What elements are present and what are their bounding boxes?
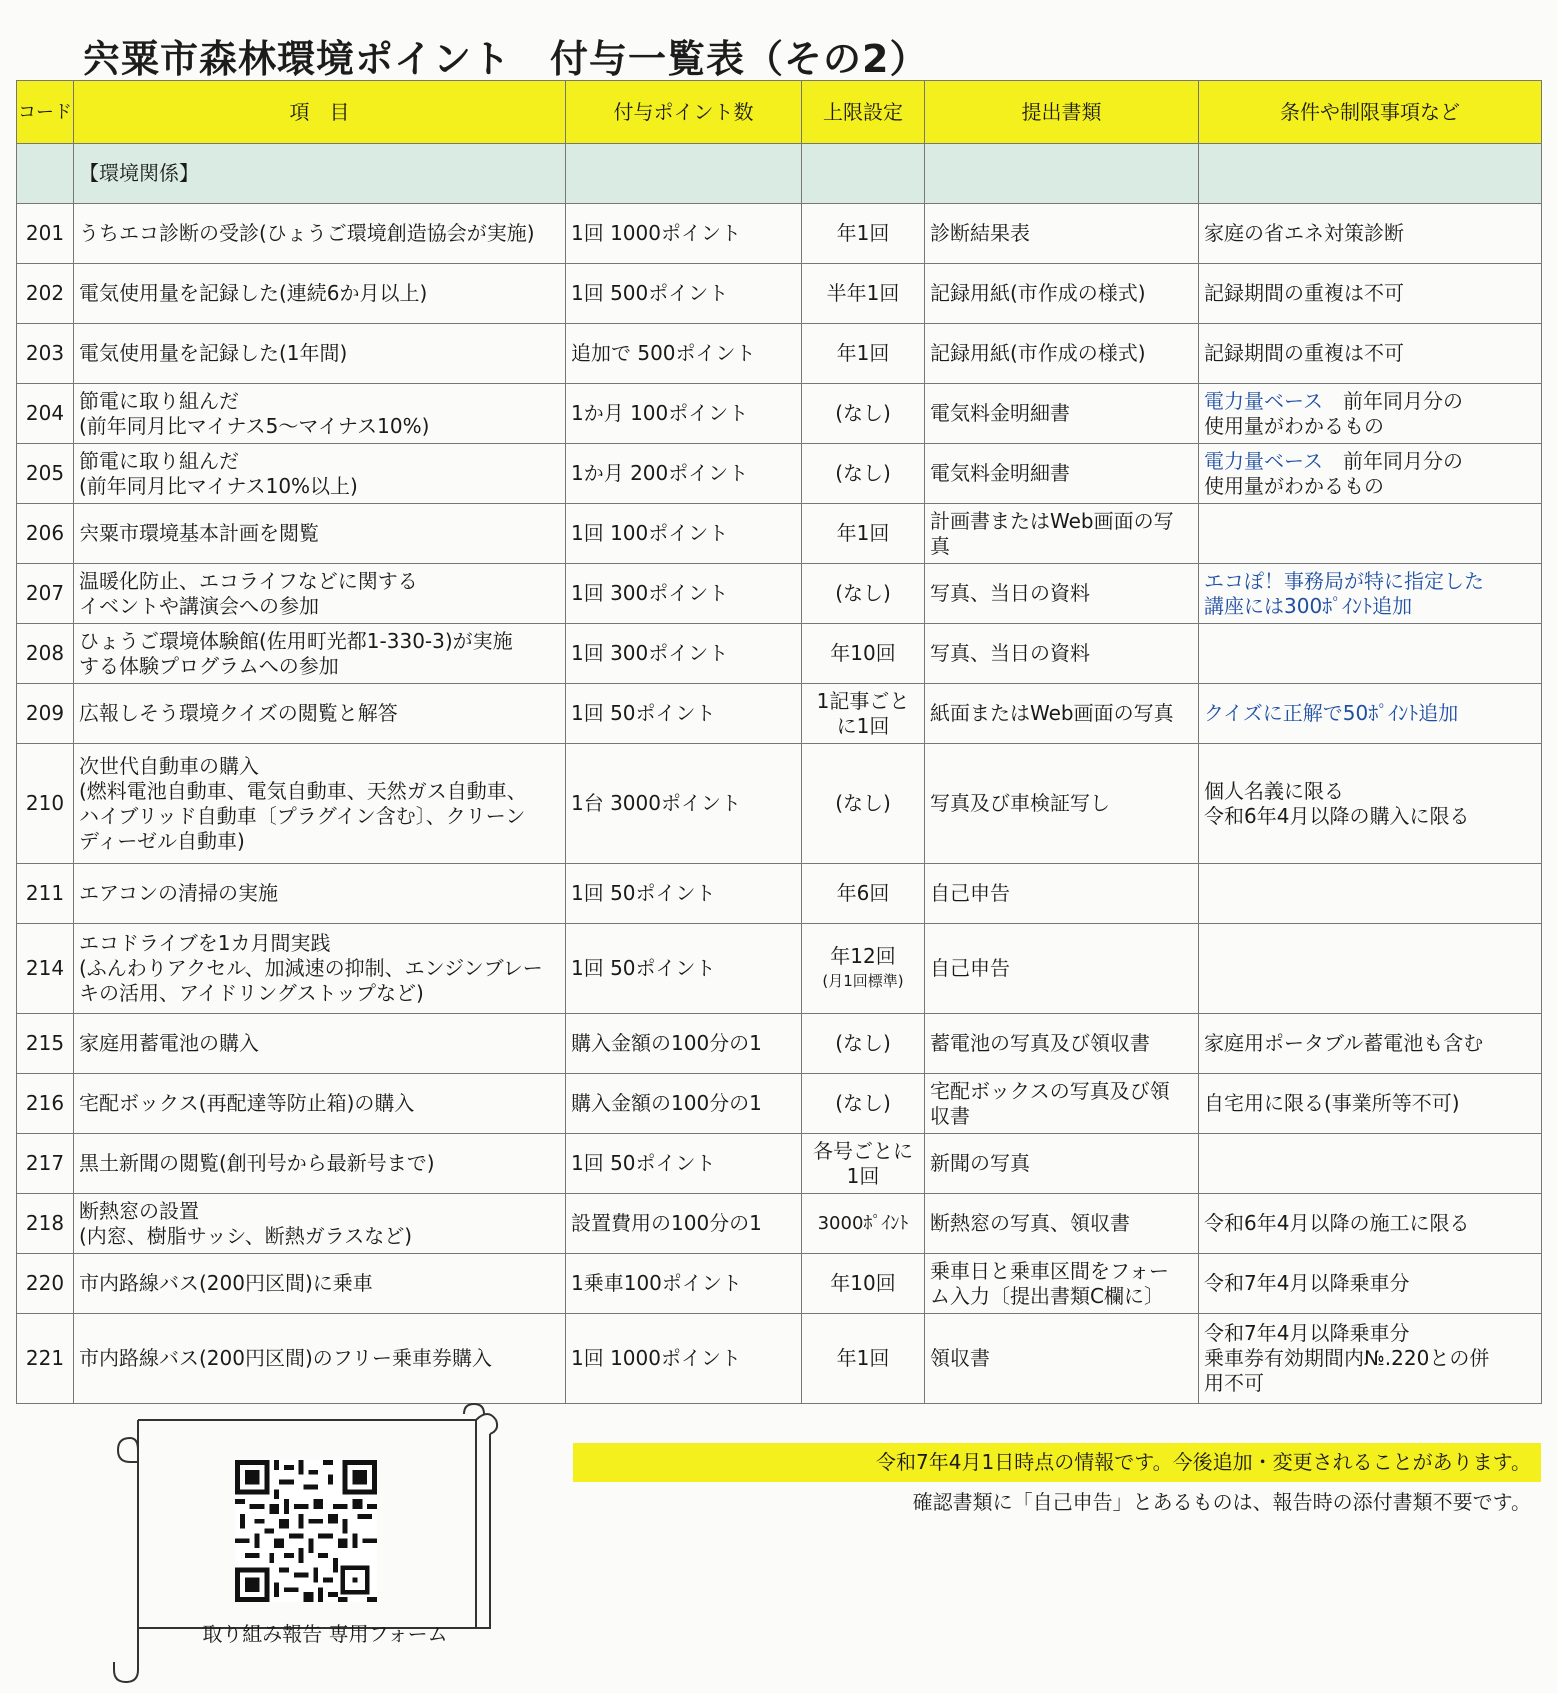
row-docs: 診断結果表: [925, 204, 1199, 264]
row-docs: 宅配ボックスの写真及び領 収書: [925, 1074, 1199, 1134]
row-code: 203: [17, 324, 74, 384]
row-conditions: エコぽ！事務局が特に指定した 講座には300ﾎﾟｲﾝﾄ追加: [1199, 564, 1542, 624]
row-code: 204: [17, 384, 74, 444]
row-conditions: 家庭用ポータブル蓄電池も含む: [1199, 1014, 1542, 1074]
row-code: 218: [17, 1194, 74, 1254]
row-docs: 自己申告: [925, 924, 1199, 1014]
row-limit: 1記事ごと に1回: [802, 684, 925, 744]
row-docs: 写真及び車検証写し: [925, 744, 1199, 864]
footer-info: 令和7年4月1日時点の情報です。今後追加・変更されることがあります。: [573, 1443, 1541, 1482]
row-limit: (なし): [802, 444, 925, 504]
table-row: [17, 324, 1542, 384]
row-points: 1回 1000ポイント: [566, 204, 802, 264]
row-code: 208: [17, 624, 74, 684]
row-docs: 乗車日と乗車区間をフォー ム入力〔提出書類C欄に〕: [925, 1254, 1199, 1314]
row-conditions: [1199, 864, 1542, 924]
page-title: 宍粟市森林環境ポイント 付与一覧表（その2）: [82, 37, 929, 81]
row-points: 1回 50ポイント: [566, 1134, 802, 1194]
row-code: 216: [17, 1074, 74, 1134]
row-item: エコドライブを1カ月間実践 (ふんわりアクセル、加減速の抑制、エンジンブレー キの活用、アイドリングストップなど): [74, 924, 566, 1014]
row-item: 温暖化防止、エコライフなどに関する イベントや講演会への参加: [74, 564, 566, 624]
row-code: 210: [17, 744, 74, 864]
row-item: ひょうご環境体験館(佐用町光都1-330-3)が実施 する体験プログラムへの参加: [74, 624, 566, 684]
header-points: 付与ポイント数: [566, 81, 802, 144]
row-conditions: 個人名義に限る 令和6年4月以降の購入に限る: [1199, 744, 1542, 864]
row-limit: 3000ﾎﾟｲﾝﾄ: [802, 1194, 925, 1254]
table-row: [17, 1014, 1542, 1074]
row-code: 202: [17, 264, 74, 324]
row-conditions: 家庭の省エネ対策診断: [1199, 204, 1542, 264]
row-item: うちエコ診断の受診(ひょうご環境創造協会が実施): [74, 204, 566, 264]
row-limit: (なし): [802, 384, 925, 444]
row-limit: (なし): [802, 1074, 925, 1134]
table-row: [17, 504, 1542, 564]
row-limit: 年12回 (月1回標準): [802, 924, 925, 1014]
table-row: [17, 924, 1542, 1014]
row-docs: 紙面またはWeb画面の写真: [925, 684, 1199, 744]
table-row: [17, 444, 1542, 504]
table-row: [17, 264, 1542, 324]
row-limit: 年1回: [802, 204, 925, 264]
qr-label: 取り組み報告 専用フォーム: [202, 1622, 448, 1646]
row-limit: 年10回: [802, 624, 925, 684]
row-points: 1回 500ポイント: [566, 264, 802, 324]
row-points: 1乗車100ポイント: [566, 1254, 802, 1314]
row-code: 217: [17, 1134, 74, 1194]
row-points: 1台 3000ポイント: [566, 744, 802, 864]
row-docs: 計画書またはWeb画面の写真: [925, 504, 1199, 564]
table-row: [17, 864, 1542, 924]
row-conditions: 電力量ベース 前年同月分の 使用量がわかるもの: [1199, 444, 1542, 504]
points-table: [16, 80, 1542, 1404]
row-points: 購入金額の100分の1: [566, 1014, 802, 1074]
table-row: [17, 744, 1542, 864]
row-conditions: 令和6年4月以降の施工に限る: [1199, 1194, 1542, 1254]
table-row: [17, 1074, 1542, 1134]
row-points: 1回 50ポイント: [566, 924, 802, 1014]
table-row: [17, 1254, 1542, 1314]
row-conditions: 令和7年4月以降乗車分 乗車券有効期間内№.220との併 用不可: [1199, 1314, 1542, 1404]
row-limit: (なし): [802, 1014, 925, 1074]
row-conditions: [1199, 1134, 1542, 1194]
header-docs: 提出書類: [925, 81, 1199, 144]
table-row: [17, 564, 1542, 624]
row-limit: (なし): [802, 564, 925, 624]
table-row: [17, 204, 1542, 264]
row-limit: 年1回: [802, 504, 925, 564]
row-conditions: 電力量ベース 前年同月分の 使用量がわかるもの: [1199, 384, 1542, 444]
row-points: 1回 50ポイント: [566, 684, 802, 744]
row-item: 電気使用量を記録した(連続6か月以上): [74, 264, 566, 324]
row-conditions: [1199, 504, 1542, 564]
row-conditions: 記録期間の重複は不可: [1199, 324, 1542, 384]
row-item: 電気使用量を記録した(1年間): [74, 324, 566, 384]
row-conditions: クイズに正解で50ﾎﾟｲﾝﾄ追加: [1199, 684, 1542, 744]
row-points: 1回 1000ポイント: [566, 1314, 802, 1404]
row-docs: 断熱窓の写真、領収書: [925, 1194, 1199, 1254]
header-limit: 上限設定: [802, 81, 925, 144]
footer-note: 確認書類に「自己申告」とあるものは、報告時の添付書類不要です。: [912, 1490, 1531, 1514]
row-item: 断熱窓の設置 (内窓、樹脂サッシ、断熱ガラスなど): [74, 1194, 566, 1254]
row-docs: 新聞の写真: [925, 1134, 1199, 1194]
row-points: 設置費用の100分の1: [566, 1194, 802, 1254]
section-row: [17, 144, 1542, 204]
header-item: 項 目: [74, 81, 566, 144]
section-label: 【環境関係】: [74, 144, 566, 204]
row-item: 節電に取り組んだ (前年同月比マイナス10%以上): [74, 444, 566, 504]
row-limit: 半年1回: [802, 264, 925, 324]
row-code: 220: [17, 1254, 74, 1314]
row-points: 1回 100ポイント: [566, 504, 802, 564]
row-limit: 年6回: [802, 864, 925, 924]
row-code: 215: [17, 1014, 74, 1074]
row-docs: 電気料金明細書: [925, 384, 1199, 444]
table-row: [17, 1194, 1542, 1254]
row-conditions: 記録期間の重複は不可: [1199, 264, 1542, 324]
row-points: 1か月 100ポイント: [566, 384, 802, 444]
row-item: エアコンの清掃の実施: [74, 864, 566, 924]
table-row: [17, 384, 1542, 444]
row-item: 宅配ボックス(再配達等防止箱)の購入: [74, 1074, 566, 1134]
row-points: 購入金額の100分の1: [566, 1074, 802, 1134]
row-docs: 電気料金明細書: [925, 444, 1199, 504]
row-item: 家庭用蓄電池の購入: [74, 1014, 566, 1074]
row-docs: 領収書: [925, 1314, 1199, 1404]
row-code: 221: [17, 1314, 74, 1404]
table-row: [17, 1314, 1542, 1404]
row-code: 205: [17, 444, 74, 504]
row-conditions: [1199, 924, 1542, 1014]
qr-code-icon[interactable]: [235, 1460, 377, 1602]
row-conditions: 自宅用に限る(事業所等不可): [1199, 1074, 1542, 1134]
row-item: 黒土新聞の閲覧(創刊号から最新号まで): [74, 1134, 566, 1194]
row-item: 宍粟市環境基本計画を閲覧: [74, 504, 566, 564]
row-conditions: 令和7年4月以降乗車分: [1199, 1254, 1542, 1314]
row-code: 211: [17, 864, 74, 924]
row-points: 1回 50ポイント: [566, 864, 802, 924]
row-points: 1回 300ポイント: [566, 624, 802, 684]
row-points: 1か月 200ポイント: [566, 444, 802, 504]
table-row: [17, 1134, 1542, 1194]
row-item: 節電に取り組んだ (前年同月比マイナス5～マイナス10%): [74, 384, 566, 444]
row-limit: 年1回: [802, 1314, 925, 1404]
row-conditions: [1199, 624, 1542, 684]
row-item: 市内路線バス(200円区間)に乗車: [74, 1254, 566, 1314]
row-limit: (なし): [802, 744, 925, 864]
row-code: 206: [17, 504, 74, 564]
row-code: 209: [17, 684, 74, 744]
row-code: 207: [17, 564, 74, 624]
row-item: 次世代自動車の購入 (燃料電池自動車、電気自動車、天然ガス自動車、 ハイブリッド自動車〔プラグイン含む〕、クリーン ディーゼル自動車): [74, 744, 566, 864]
table-header: [17, 81, 1542, 144]
row-item: 広報しそう環境クイズの閲覧と解答: [74, 684, 566, 744]
header-code: コード: [17, 81, 74, 144]
table-row: [17, 684, 1542, 744]
row-docs: 写真、当日の資料: [925, 564, 1199, 624]
row-limit: 年1回: [802, 324, 925, 384]
row-limit: 各号ごとに 1回: [802, 1134, 925, 1194]
row-docs: 自己申告: [925, 864, 1199, 924]
row-docs: 記録用紙(市作成の様式): [925, 324, 1199, 384]
row-points: 追加で 500ポイント: [566, 324, 802, 384]
row-docs: 写真、当日の資料: [925, 624, 1199, 684]
row-limit: 年10回: [802, 1254, 925, 1314]
row-item: 市内路線バス(200円区間)のフリー乗車券購入: [74, 1314, 566, 1404]
header-conditions: 条件や制限事項など: [1199, 81, 1542, 144]
row-code: 214: [17, 924, 74, 1014]
row-code: 201: [17, 204, 74, 264]
row-docs: 記録用紙(市作成の様式): [925, 264, 1199, 324]
row-docs: 蓄電池の写真及び領収書: [925, 1014, 1199, 1074]
row-points: 1回 300ポイント: [566, 564, 802, 624]
table-row: [17, 624, 1542, 684]
